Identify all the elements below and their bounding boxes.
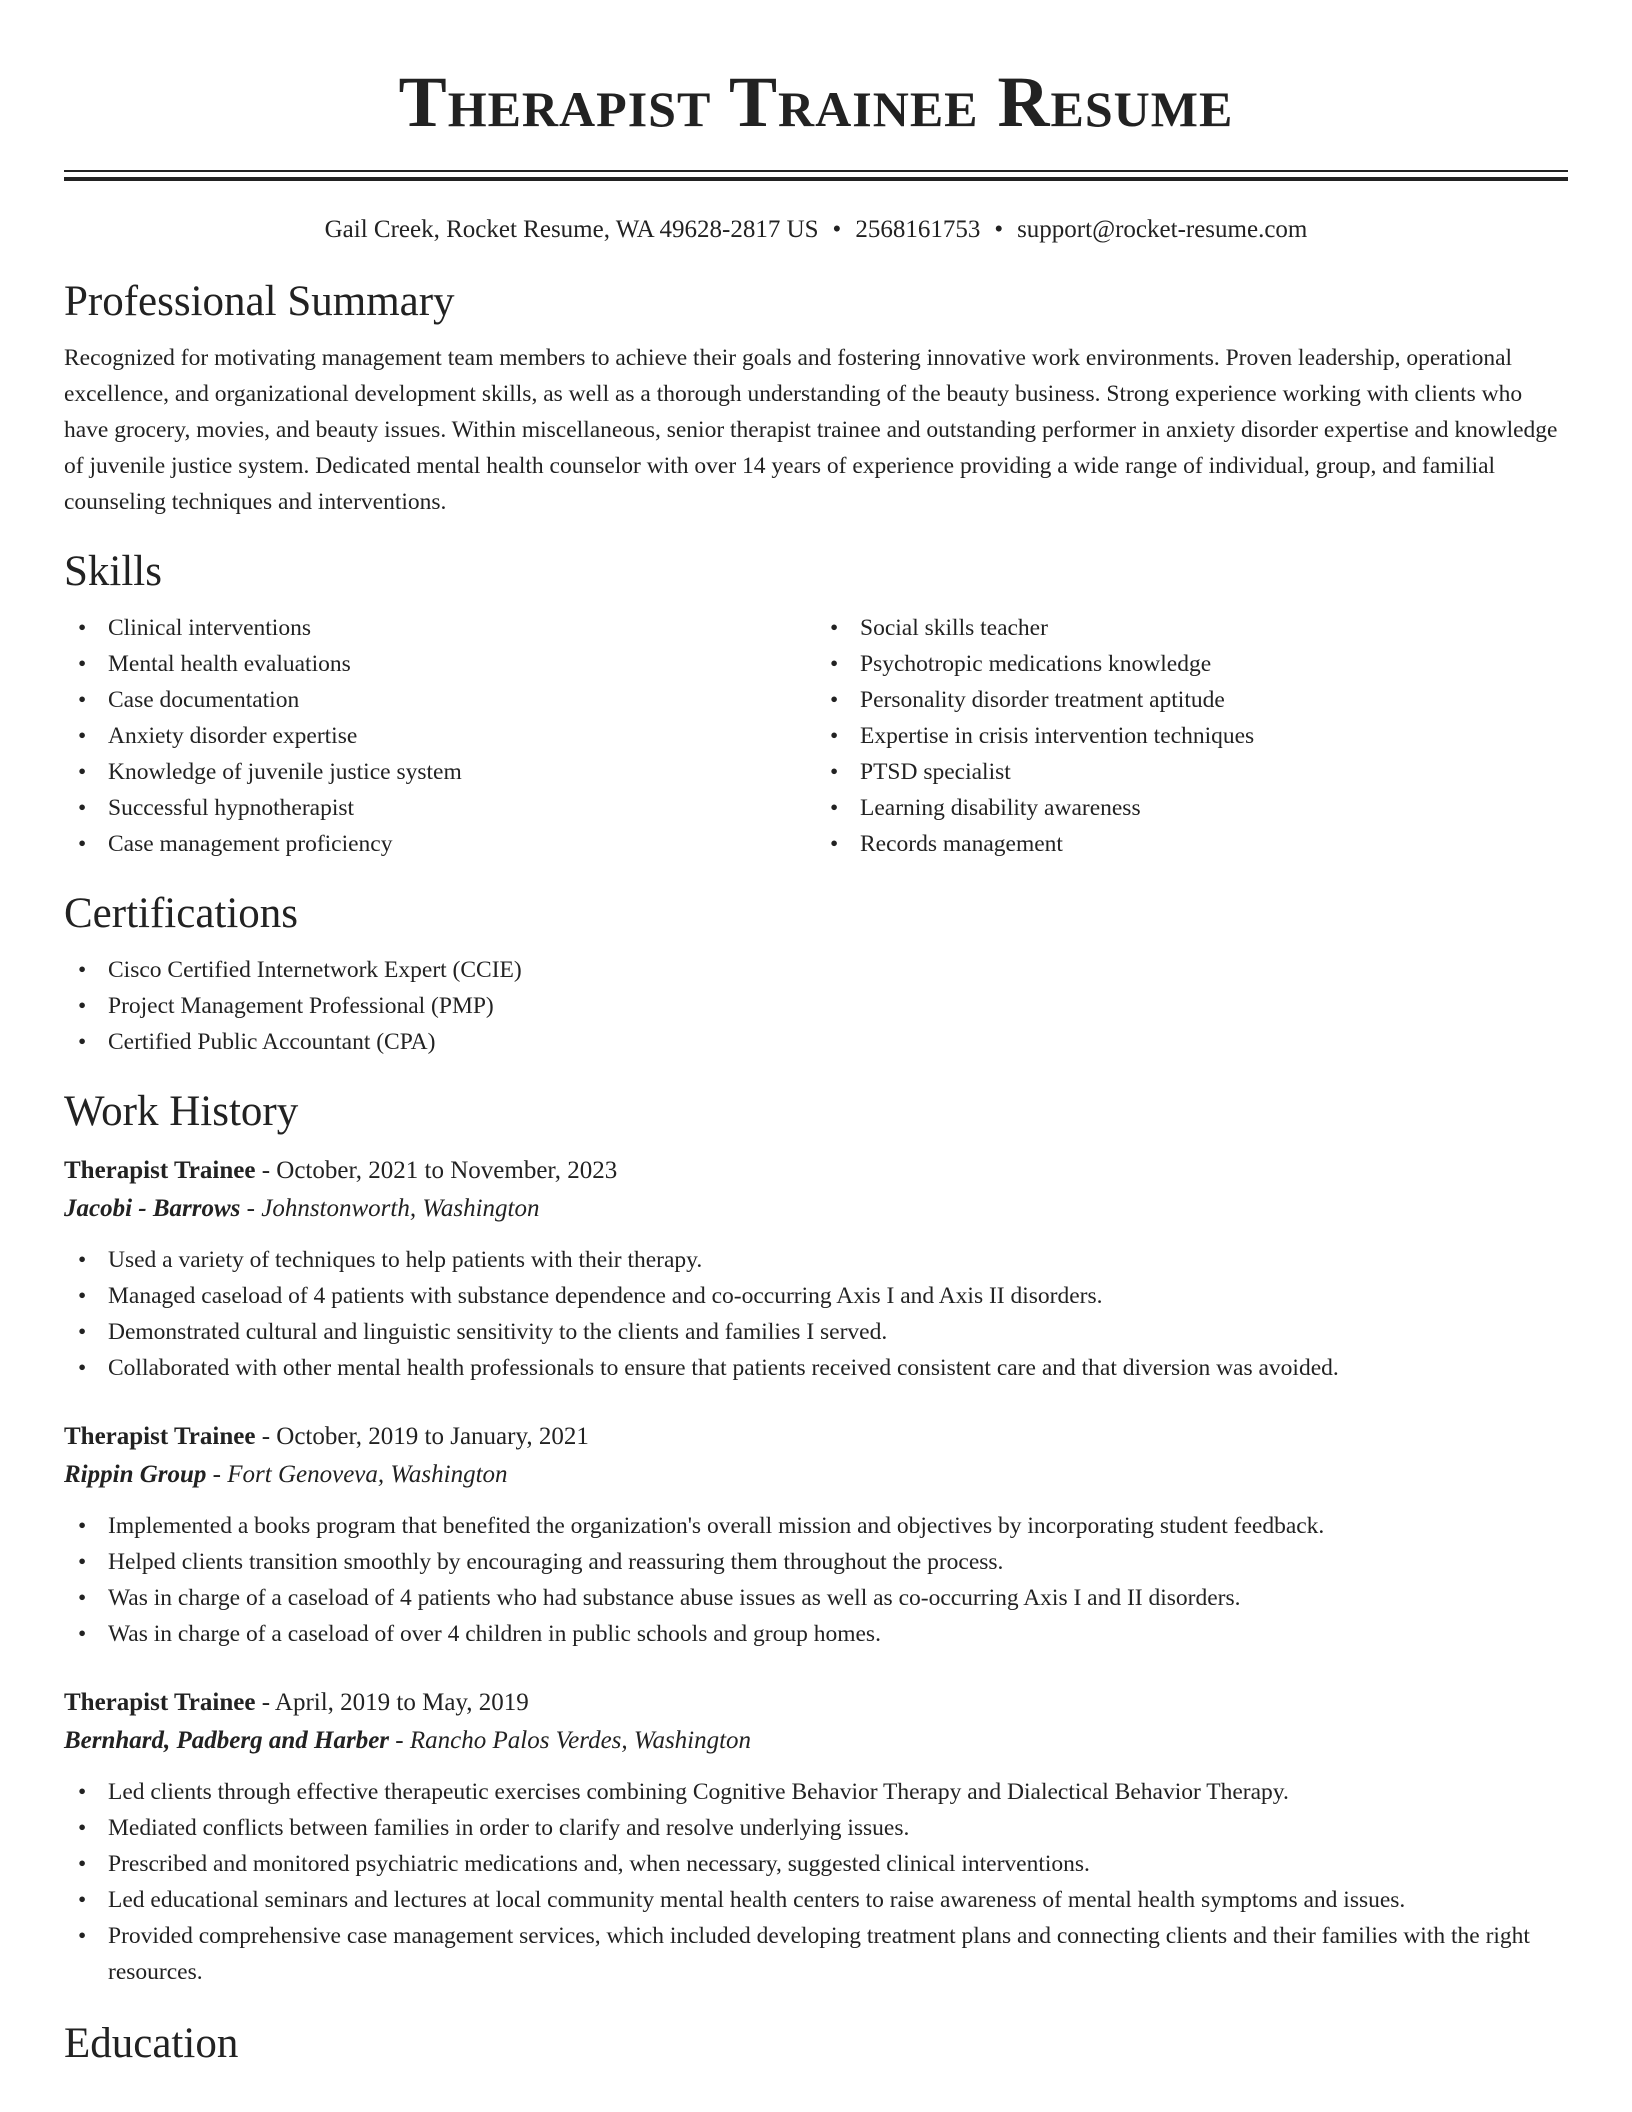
duty-item: • Helped clients transition smoothly by encouraging and reassuring them throughout the process. [64,1544,1568,1580]
skill-item: • Case documentation [64,682,816,718]
title-divider [64,170,1568,180]
certifications-heading: Certifications [64,890,299,937]
work-history-heading: Work History [64,1088,299,1135]
certification-item: • Project Management Professional (PMP) [64,988,1568,1024]
contact-phone: 2568161753 [855,216,981,243]
employer-name: Rippin Group [64,1461,207,1488]
skills-list [64,610,1568,862]
job-title: Therapist Trainee [64,1423,256,1450]
contact-email: support@rocket-resume.com [1017,216,1308,243]
job-dates: - October, 2021 to November, 2023 [255,1157,618,1184]
job-entry [64,1684,1568,1990]
duty-item: • Provided comprehensive case management services, which included developing treatment plans and connecting clients and their families with the right resources. [64,1918,1568,1990]
job-duties [64,1774,1568,1990]
job-dates: - April, 2019 to May, 2019 [255,1689,529,1716]
skill-item: • Mental health evaluations [64,646,816,682]
job-dates: - October, 2019 to January, 2021 [255,1423,589,1450]
job-title: Therapist Trainee [64,1157,256,1184]
skills-heading: Skills [64,548,162,595]
job-entry [64,1418,1568,1652]
skill-item: • Expertise in crisis intervention techniques [816,718,1568,754]
job-duties [64,1508,1568,1652]
duty-item: • Led educational seminars and lectures at local community mental health centers to raise awareness of mental health symptoms and issues. [64,1882,1568,1918]
skill-item: • Learning disability awareness [816,790,1568,826]
skill-item: • Psychotropic medications knowledge [816,646,1568,682]
skill-item: • Anxiety disorder expertise [64,718,816,754]
duty-item: • Led clients through effective therapeutic exercises combining Cognitive Behavior Therapy and Dialectical Behavior Therapy. [64,1774,1568,1810]
employer-line [64,1722,1568,1760]
employer-line [64,1190,1568,1228]
contact-line [64,214,1568,246]
duty-item: • Was in charge of a caseload of 4 patients who had substance abuse issues as well as co-occurring Axis I and II disorders. [64,1580,1568,1616]
duty-item: • Managed caseload of 4 patients with substance dependence and co-occurring Axis I and Axis II disorders. [64,1278,1568,1314]
certification-item: • Cisco Certified Internetwork Expert (CCIE) [64,952,1568,988]
duty-item: • Used a variety of techniques to help patients with their therapy. [64,1242,1568,1278]
skill-item: • PTSD specialist [816,754,1568,790]
duty-item: • Mediated conflicts between families in order to clarify and resolve underlying issues. [64,1810,1568,1846]
job-entry [64,1152,1568,1386]
employer-name: Bernhard, Padberg and Harber [64,1727,390,1754]
job-title-line [64,1684,1568,1722]
certifications-list [64,952,1568,1060]
job-title: Therapist Trainee [64,1689,256,1716]
contact-address: Gail Creek, Rocket Resume, WA 49628-2817 US [324,216,819,243]
summary-heading: Professional Summary [64,278,455,325]
job-duties [64,1242,1568,1386]
job-title-line [64,1152,1568,1190]
job-location: - Johnstonworth, Washington [240,1195,540,1222]
skill-item: • Records management [816,826,1568,862]
duty-item: • Demonstrated cultural and linguistic sensitivity to the clients and families I served. [64,1314,1568,1350]
duty-item: • Collaborated with other mental health professionals to ensure that patients received consistent care and that diversion was avoided. [64,1350,1568,1386]
duty-item: • Implemented a books program that benefited the organization's overall mission and objectives by incorporating student feedback. [64,1508,1568,1544]
certification-item: • Certified Public Accountant (CPA) [64,1024,1568,1060]
duty-item: • Prescribed and monitored psychiatric medications and, when necessary, suggested clinical interventions. [64,1846,1568,1882]
skills-column-left [64,610,816,862]
resume-title: Therapist Trainee Resume [398,62,1234,142]
job-title-line [64,1418,1568,1456]
employer-name: Jacobi - Barrows [64,1195,241,1222]
skills-column-right [816,610,1568,862]
skill-item: • Successful hypnotherapist [64,790,816,826]
skill-item: • Personality disorder treatment aptitude [816,682,1568,718]
skill-item: • Case management proficiency [64,826,816,862]
duty-item: • Was in charge of a caseload of over 4 children in public schools and group homes. [64,1616,1568,1652]
job-location: - Fort Genoveva, Washington [206,1461,508,1488]
contact-separator: • [994,216,1004,243]
skill-item: • Knowledge of juvenile justice system [64,754,816,790]
contact-separator: • [832,216,842,243]
skill-item: • Clinical interventions [64,610,816,646]
job-location: - Rancho Palos Verdes, Washington [389,1727,752,1754]
skill-item: • Social skills teacher [816,610,1568,646]
employer-line [64,1456,1568,1494]
education-heading: Education [64,2020,239,2067]
summary-text: Recognized for motivating management team members to achieve their goals and fostering innovative work environments. Proven leadership, operational excellence, and organizational development skills, as well as a thorough understanding of the beauty business. Strong experience working with clients who have grocery, movies, and beauty issues. Within miscellaneous, senior therapist trainee and outstanding performer in anxiety disorder expertise and knowledge of juvenile justice system. Dedicated mental health counselor with over 14 years of experience providing a wide range of individual, group, and familial counseling techniques and interventions. [64,345,1558,515]
